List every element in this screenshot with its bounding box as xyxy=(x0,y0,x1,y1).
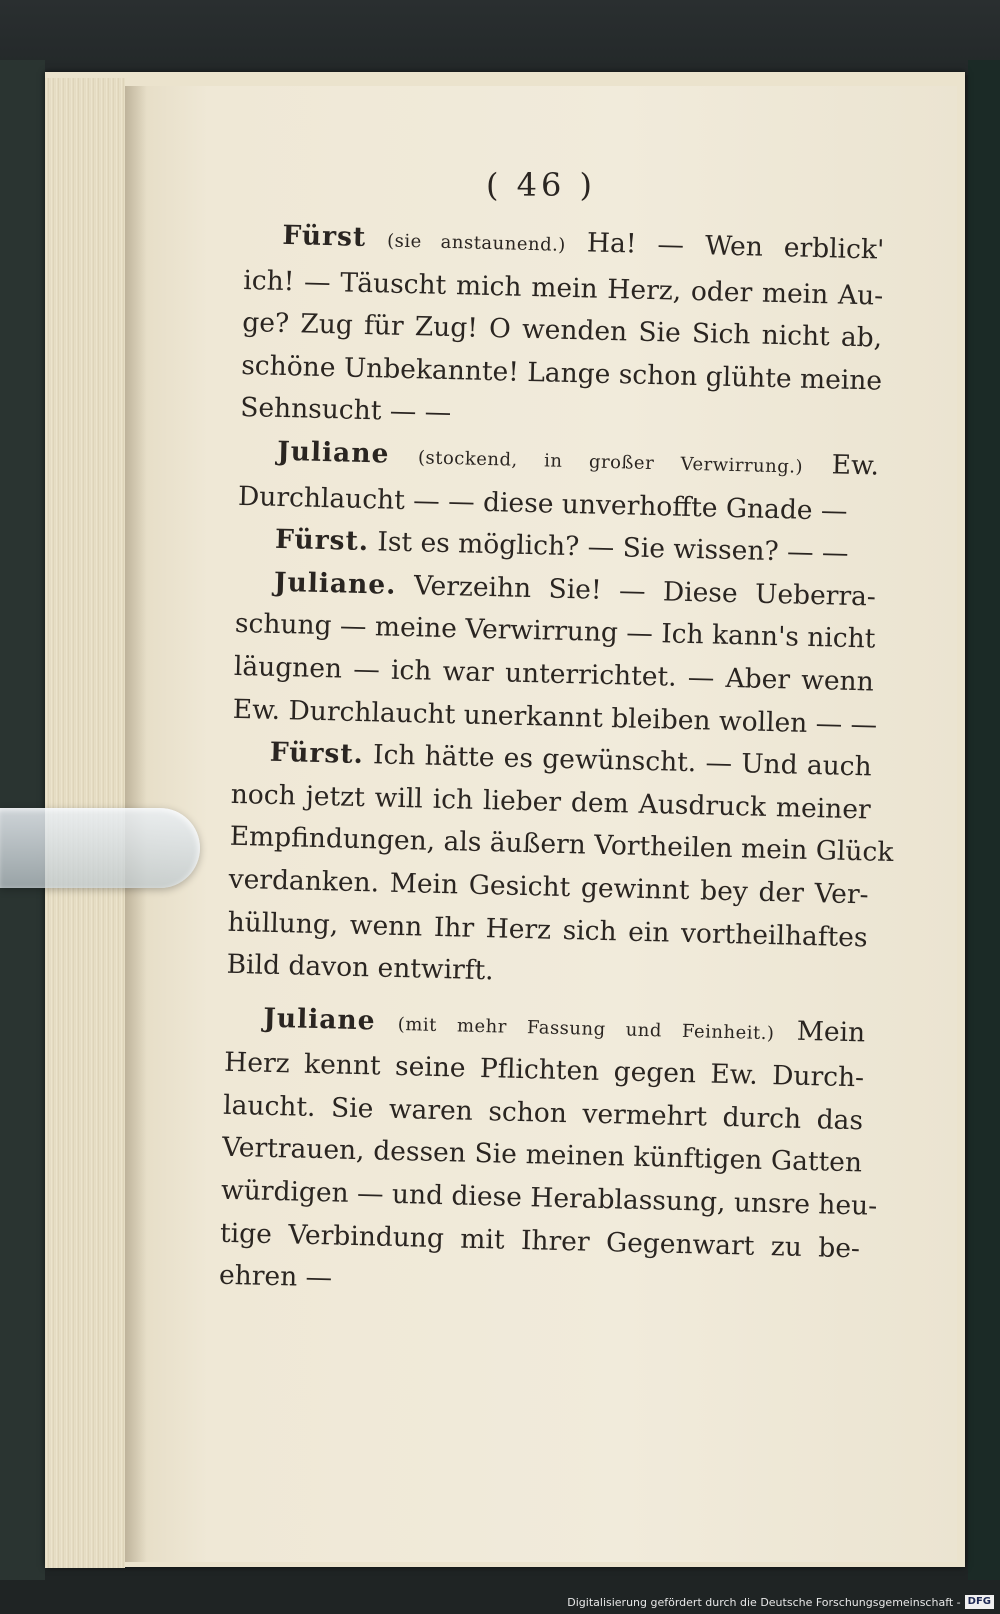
speaker-name: Juliane. xyxy=(273,566,397,601)
line-text: laucht. Sie waren schon vermehrt durch das xyxy=(222,1089,864,1137)
paragraph xyxy=(218,996,878,1313)
speaker-name: Fürst. xyxy=(274,523,370,558)
line-text: schöne Unbekannte! Lange schon glühte meine xyxy=(240,349,883,397)
line-text: Ew. xyxy=(831,449,880,482)
speaker-name: Fürst. xyxy=(269,736,365,771)
line-text: noch jetzt will ich lieber dem Ausdruck meiner xyxy=(230,778,872,826)
thumb-holder xyxy=(0,808,200,888)
paragraph xyxy=(238,430,880,534)
scanner-backdrop-top xyxy=(0,0,1000,75)
line-text: Sehnsucht — — xyxy=(239,392,452,429)
line-text: Vertrauen, dessen Sie meinen künftigen Gatten xyxy=(221,1132,863,1179)
line-text: Ew. Durchlaucht unerkannt bleiben wollen — — xyxy=(232,693,878,741)
line-text: Herz kennt seine Pflichten gegen Ew. Durch- xyxy=(223,1047,865,1094)
line-text: Ich hätte es gewünscht. — Und auch xyxy=(372,739,873,783)
line-text: ge? Zug für Zug! O wenden Sie Sich nicht ab, xyxy=(241,307,883,354)
line-text: tige Verbindung mit Ihrer Gegenwart zu be- xyxy=(219,1217,861,1264)
paragraph xyxy=(232,561,876,747)
line-text: verdanken. Mein Gesicht gewinnt bey der Ver- xyxy=(228,863,869,911)
line-text: Verzeihn Sie! — Diese Ueberra- xyxy=(413,569,877,613)
line-text: Durchlaucht — — diese unverhoffte Gnade — xyxy=(237,480,848,527)
line-text: läugnen — ich war unterrichtet. — Aber wenn xyxy=(233,650,875,698)
book-page xyxy=(125,86,957,1562)
paragraph xyxy=(226,731,894,1002)
stage-direction: (sie anstaunend.) xyxy=(386,230,567,256)
line-text: Mein xyxy=(796,1015,866,1049)
footer-credit xyxy=(567,1594,994,1610)
dfg-logo: DFG xyxy=(965,1595,994,1609)
page-number: ( 46 ) xyxy=(485,166,597,204)
line-text: würdigen — und diese Herablassung, unsre heu- xyxy=(220,1174,878,1222)
stage-direction: (mit mehr Fassung und Feinheit.) xyxy=(397,1013,775,1044)
stage-direction: (stockend, in großer Verwirrung.) xyxy=(417,447,804,478)
paragraph xyxy=(240,214,885,446)
line-text: schung — meine Verwirrung — Ich kann's nicht xyxy=(234,608,876,655)
line-text: hüllung, wenn Ihr Herz sich ein vortheilhaftes xyxy=(227,906,868,953)
line-text: ehren — xyxy=(218,1259,333,1294)
line-text: Ha! — Wen erblick' xyxy=(586,227,885,266)
page-text xyxy=(218,214,894,1313)
speaker-name: Fürst xyxy=(282,219,367,253)
speaker-name: Juliane xyxy=(262,1002,376,1037)
line-text: Ist es möglich? — Sie wissen? — — xyxy=(377,526,849,569)
line-text: Bild davon entwirft. xyxy=(226,948,495,987)
footer-credit-text: Digitalisierung gefördert durch die Deutsche Forschungsgemeinschaft - xyxy=(567,1595,961,1609)
speaker-name: Juliane xyxy=(276,435,390,470)
line-text: Empfindungen, als äußern Vortheilen mein Glück xyxy=(229,821,894,869)
line-text: ich! — Täuscht mich mein Herz, oder mein Au- xyxy=(243,264,884,312)
scanner-backdrop-right xyxy=(968,60,1000,1580)
